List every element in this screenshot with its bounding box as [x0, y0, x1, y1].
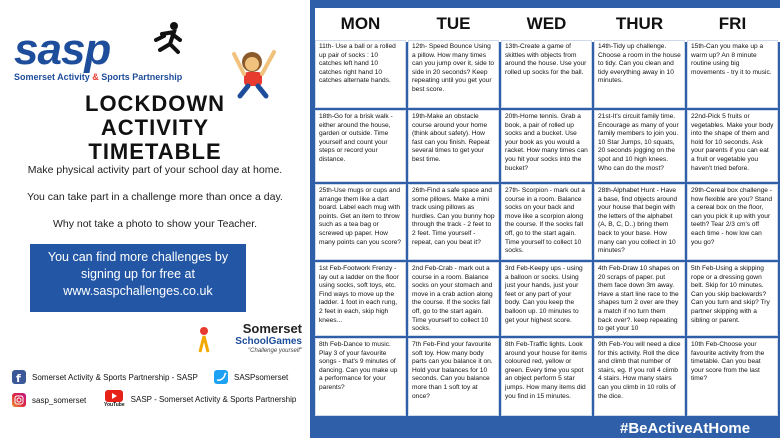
- twitter-label: SASPsomerset: [234, 372, 289, 382]
- school-games-title-2: SchoolGames: [235, 336, 302, 347]
- instagram-icon: [12, 393, 26, 407]
- facebook-icon: [12, 370, 26, 384]
- instagram-row[interactable]: [12, 393, 86, 407]
- activity-cell: 22nd-Pick 5 fruits or vegetables. Make your body into the shape of them and hold for 10 seconds. Ask your parents if you can eat a fruit or vegetable you haven't tried before.: [687, 110, 778, 182]
- school-games-tagline: "Challenge yourself": [248, 348, 302, 354]
- youtube-row[interactable]: [104, 390, 296, 408]
- activity-cell: 5th Feb-Using a skipping rope or a dressing gown belt. Skip for 10 minutes. Can you skip backwards? Can you turn and skip? Try partner skipping with a sibling or parent.: [687, 262, 778, 336]
- info-line-2: You can take part in a challenge more than once a day.: [27, 191, 283, 203]
- title-line-2: ACTIVITY: [100, 115, 210, 140]
- activity-cell: 11th- Use a ball or a rolled up pair of socks : 10 catches left hand 10 catches right hand 10 catches alternate hands.: [315, 40, 406, 108]
- day-header-wed: WED: [526, 14, 567, 33]
- page-title: [60, 92, 250, 164]
- school-games-logo: [202, 322, 302, 354]
- logo-sub-amp: &: [92, 72, 99, 82]
- activity-cell: 2nd Feb-Crab - mark out a course in a room. Balance socks on your stomach and move in a crab action along the course. If the socks fall off, go to the start again. Time yourself to collect 10 socks.: [408, 262, 499, 336]
- activity-cell: 7th Feb-Find your favourite soft toy. How many body parts can you balance it on. Hold your balances for 10 seconds. Can you balance more than 1 soft toy at once?: [408, 338, 499, 416]
- info-line-1: Make physical activity part of your school day at home.: [27, 164, 283, 176]
- logo-sub-b: Sports Partnership: [98, 72, 183, 82]
- activity-cell: 18th-Go for a brisk walk - either around the house, garden or outside. Time yourself and count your steps or record your distance.: [315, 110, 406, 182]
- signup-url[interactable]: www.saspchallenges.co.uk: [63, 284, 213, 298]
- svg-text:f: f: [16, 372, 21, 384]
- youtube-wordmark: YouTube: [104, 402, 125, 408]
- title-line-3: TIMETABLE: [88, 139, 222, 164]
- runner-icon: [148, 20, 188, 60]
- activity-cell: 13th-Create a game of skittles with objects from around the house. Use your rolled up socks for the ball.: [501, 40, 592, 108]
- activity-cell: 29th-Cereal box challenge - how flexible are you? Stand a cereal box on the floor, can you pick it up with your teeth? Tear 2/3 cm's off each time - how low can you go?: [687, 184, 778, 260]
- youtube-label: SASP - Somerset Activity & Sports Partnership: [130, 394, 297, 404]
- activity-cell: 14th-Tidy up challenge. Choose a room in the house to tidy. Can you clean and tidy everything away in 10 minutes.: [594, 40, 685, 108]
- activity-cell: 8th Feb-Traffic lights. Look around your house for items coloured red, yellow or green. Every time you spot an object perform 5 star jumps. How many items did you find in 15 minutes.: [501, 338, 592, 416]
- signup-line-1: You can find more challenges by: [47, 250, 229, 264]
- day-header-thur: THUR: [615, 14, 664, 33]
- info-line-3: Why not take a photo to show your Teacher.: [52, 218, 258, 230]
- activity-cell: 9th Feb-You will need a dice for this activity. Roll the dice and climb that number of stairs, eg. If you roll 4 climb 4 stairs. How many stairs can you climb in 10 rolls of the dice.: [594, 338, 685, 416]
- activity-cell: 15th-Can you make up a warm up? An 8 minute routine using big movements - try it to music.: [687, 40, 778, 108]
- activity-cell: 19th-Make an obstacle course around your home (think about safety). How fast can you finish. Repeat several times to get your best time.: [408, 110, 499, 182]
- school-games-title-1: Somerset: [242, 321, 302, 336]
- twitter-row[interactable]: [214, 370, 288, 384]
- cartoon-kid-icon: [230, 40, 280, 100]
- timetable-grid: [315, 8, 780, 418]
- activity-cell: 26th-Find a safe space and some pillows. Make a mini track using pillows as hurdles. Can you bunny hop through the track - 2 feet to 2 feet. Time yourself - repeat, can you beat it?: [408, 184, 499, 260]
- activity-cell: 25th-Use mugs or cups and arrange them like a dart board. Label each mug with points. Get an item to throw such as a tea bag or screwed up paper. How many points can you score?: [315, 184, 406, 260]
- day-header-mon: MON: [340, 14, 381, 33]
- youtube-icon: [105, 390, 123, 402]
- logo-subtitle: [14, 72, 182, 82]
- activity-cell: 1st Feb-Footwork Frenzy - lay out a ladder on the floor using socks, soft toys, etc. Find ways to move up the ladder. 1 foot in each rung, 2 feet in each, skip high knees...: [315, 262, 406, 336]
- instagram-label: sasp_somerset: [32, 395, 87, 405]
- school-games-mark-icon: [194, 326, 214, 354]
- activity-cell: 21st-It's circuit family time. Encourage as many of your family members to join you. 10 Star Jumps, 10 squats, 20 seconds jogging on the spot and 10 high knees. Who can do the most?: [594, 110, 685, 182]
- activity-cell: 20th-Home tennis. Grab a book, a pair of rolled up socks and a bucket. Use your book as you would a racket. How many times can you hit your socks into the bucket?: [501, 110, 592, 182]
- activity-cell: 10th Feb-Choose your favourite activity from the timetable. Can you beat your score from the last time?: [687, 338, 778, 416]
- twitter-icon: [214, 370, 228, 384]
- day-header-fri: FRI: [718, 14, 747, 33]
- activity-cell: 3rd Feb-Keepy ups - using a balloon or socks. Using just your hands, just your feet or any part of your body. Can you keep the balloon up. 10 minutes to get your highest score.: [501, 262, 592, 336]
- day-header-tue: TUE: [436, 14, 471, 33]
- activity-cell: 27th- Scorpion - mark out a course in a room. Balance socks on your back and move like a scorpion along the course. If the socks fall off, go to the start again. Time yourself to collect 10 socks.: [501, 184, 592, 260]
- activity-cell: 12th- Speed Bounce Using a pillow. How many times can you jump over it, side to side in 20 seconds? Keep repeating until you get your best score.: [408, 40, 499, 108]
- activity-cell: 8th Feb-Dance to music. Play 3 of your favourite songs - that's 9 minutes of dancing. Can you make up a performance for your parents?: [315, 338, 406, 416]
- left-panel: [0, 0, 310, 438]
- hashtag: #BeActiveAtHome: [620, 420, 751, 437]
- activity-cell: 28th-Alphabet Hunt - Have a base, find objects around your house that begin with the letters of the alphabet (A, B, C, D..) bring them back to your base. How many can you collect in 10 minutes?: [594, 184, 685, 260]
- activity-cell: 4th Feb-Draw 10 shapes on 20 scraps of paper. put them face down 3m away. Have a start line race to the shapes turn 2 over are they a match if no turn them back over?. keep repeating to get your 10: [594, 262, 685, 336]
- youtube-logo: [104, 390, 125, 408]
- logo-sub-a: Somerset Activity: [14, 72, 93, 82]
- signup-line-2: signing up for free at: [81, 267, 195, 281]
- facebook-label: Somerset Activity & Sports Partnership - SASP: [32, 372, 198, 382]
- logo-word: sasp: [14, 25, 111, 74]
- title-line-1: LOCKDOWN: [85, 91, 225, 116]
- signup-box: [30, 244, 246, 312]
- facebook-row[interactable]: [12, 370, 198, 384]
